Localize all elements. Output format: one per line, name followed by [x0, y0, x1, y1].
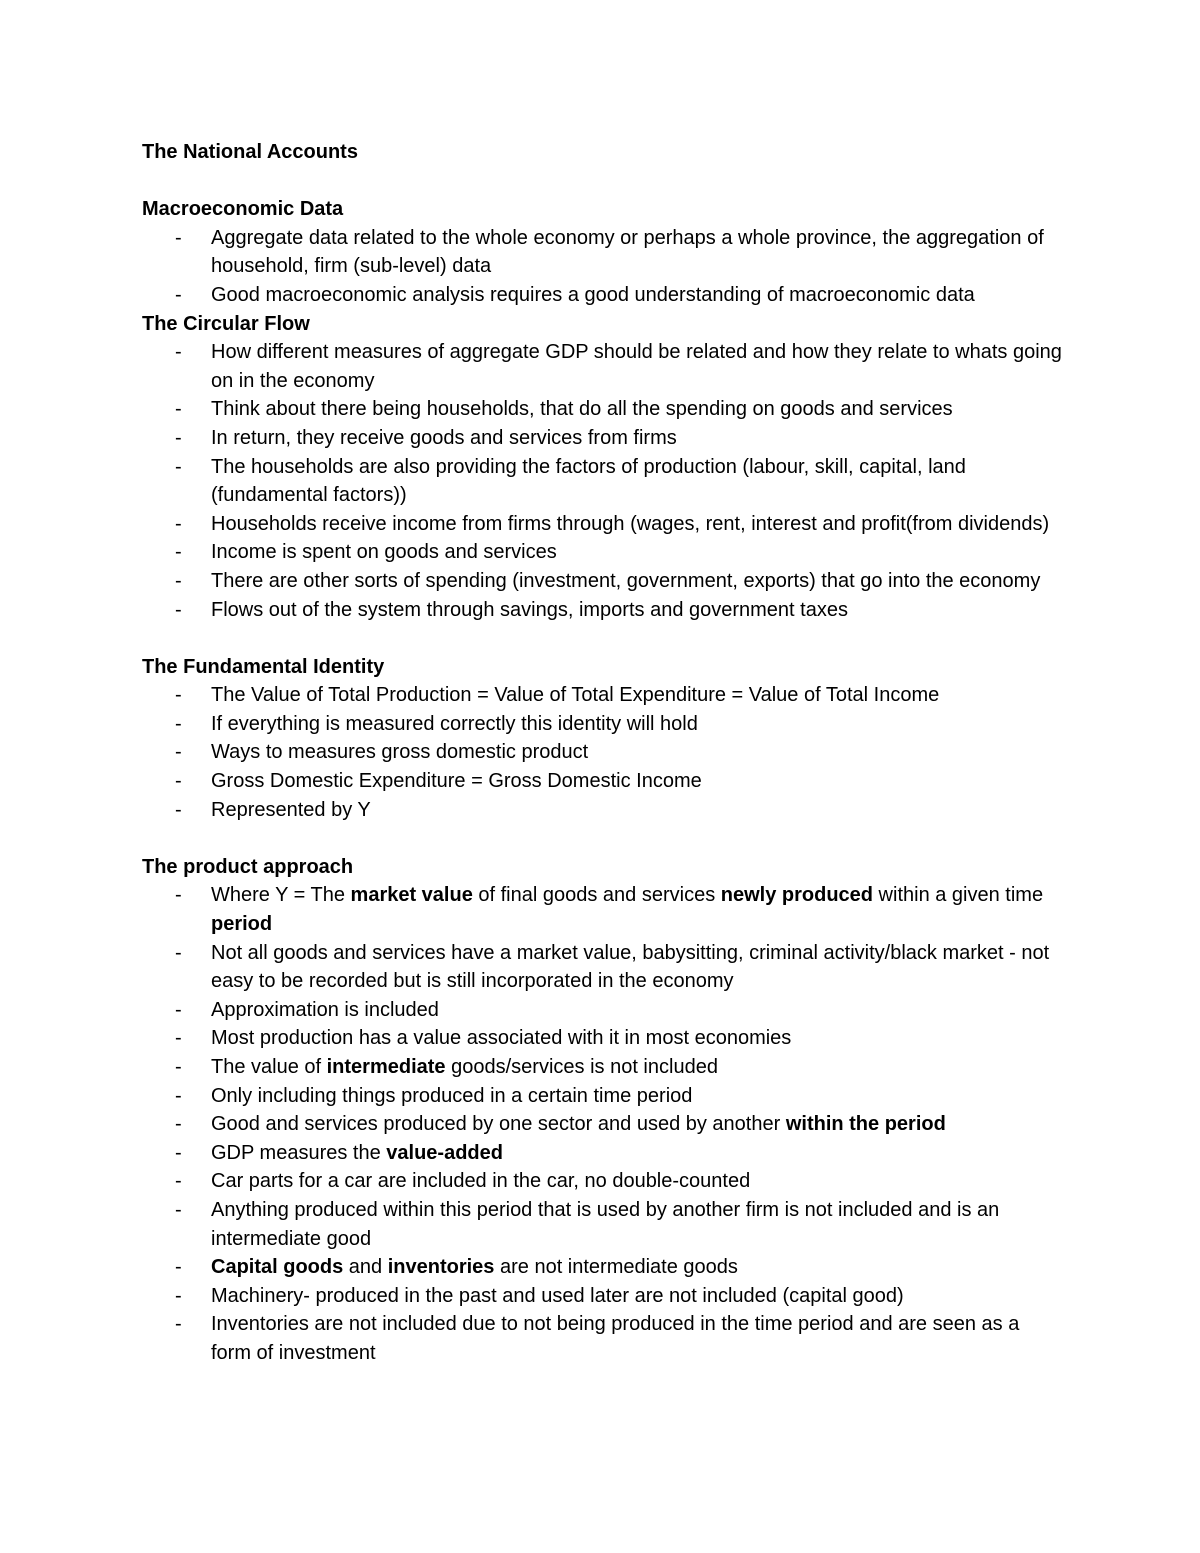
bold-text: period	[211, 913, 273, 936]
list-item	[142, 1310, 1062, 1367]
section-heading: The Circular Flow	[142, 312, 310, 335]
list-item	[142, 996, 1062, 1025]
list-item	[142, 281, 1062, 310]
list-item	[142, 1139, 1062, 1168]
dash-bullet-icon: -	[175, 712, 182, 735]
list-item-text: are not intermediate goods	[494, 1256, 738, 1279]
list-item	[142, 395, 1062, 424]
list-item-text: Not all goods and services have a market value, babysitting, criminal activity/black market - not easy to be recorded but is still incorporated in the economy	[211, 941, 1050, 993]
dash-bullet-icon: -	[175, 512, 182, 535]
list-item	[142, 510, 1062, 539]
list-item-text: Good and services produced by one sector and used by another	[211, 1113, 786, 1136]
list-item-text: Most production has a value associated with it in most economies	[211, 1027, 792, 1050]
dash-bullet-icon: -	[175, 398, 182, 421]
dash-bullet-icon: -	[175, 1056, 182, 1078]
list-item	[142, 881, 1062, 938]
list-item-text: If everything is measured correctly this identity will hold	[211, 712, 698, 735]
dash-bullet-icon: -	[175, 569, 182, 592]
dash-bullet-icon: -	[175, 426, 182, 449]
list-item-text: goods/services is not included	[445, 1056, 718, 1078]
list-item-text: of final goods and services	[472, 884, 721, 907]
section-heading: Macroeconomic Data	[142, 198, 344, 221]
list-item	[142, 567, 1062, 596]
list-item	[142, 1253, 1062, 1282]
bullet-list	[142, 338, 1062, 624]
bold-text: Capital goods	[211, 1256, 344, 1279]
dash-bullet-icon: -	[175, 1084, 182, 1107]
list-item-text: Only including things produced in a certain time period	[211, 1084, 693, 1107]
list-item	[142, 424, 1062, 453]
list-item	[142, 453, 1062, 510]
list-item	[142, 939, 1062, 996]
list-item-text: and	[343, 1256, 388, 1279]
dash-bullet-icon: -	[175, 684, 182, 707]
dash-bullet-icon: -	[175, 941, 182, 964]
section-heading: The Fundamental Identity	[142, 655, 385, 678]
list-item	[142, 1024, 1062, 1053]
list-item	[142, 338, 1062, 395]
list-item	[142, 1082, 1062, 1111]
dash-bullet-icon: -	[175, 770, 182, 793]
dash-bullet-icon: -	[175, 598, 182, 621]
list-item-text: The households are also providing the factors of production (labour, skill, capital, land (fundamental factors))	[211, 455, 966, 507]
list-item-text: Represented by Y	[211, 798, 371, 821]
list-item	[142, 224, 1062, 281]
list-item	[142, 538, 1062, 567]
list-item-text: Anything produced within this period that is used by another firm is not included and is an intermediate good	[211, 1198, 1000, 1250]
dash-bullet-icon: -	[175, 455, 182, 478]
section-heading: The product approach	[142, 855, 354, 878]
bullet-list	[142, 881, 1062, 1367]
list-item-text: Gross Domestic Expenditure = Gross Domestic Income	[211, 770, 702, 793]
bold-text: inventories	[387, 1256, 495, 1279]
bold-text: market value	[350, 884, 473, 907]
dash-bullet-icon: -	[175, 541, 182, 564]
dash-bullet-icon: -	[175, 1198, 182, 1221]
list-item-text: How different measures of aggregate GDP should be related and how they relate to whats going on in the economy	[211, 341, 1062, 392]
list-item	[142, 710, 1062, 739]
bold-text: value-added	[386, 1141, 503, 1164]
dash-bullet-icon: -	[175, 1256, 182, 1279]
dash-bullet-icon: -	[175, 341, 182, 364]
list-item-text: In return, they receive goods and services from firms	[211, 426, 677, 449]
dash-bullet-icon: -	[175, 1313, 182, 1336]
dash-bullet-icon: -	[175, 1113, 182, 1136]
list-item-text: Machinery- produced in the past and used later are not included (capital good)	[211, 1284, 904, 1307]
dash-bullet-icon: -	[175, 1170, 182, 1193]
list-item-text: Income is spent on goods and services	[211, 541, 557, 564]
bullet-list	[142, 224, 1062, 310]
list-item	[142, 767, 1062, 796]
list-item-text: Where Y = The	[211, 884, 351, 907]
list-item	[142, 796, 1062, 825]
list-item-text: The Value of Total Production = Value of Total Expenditure = Value of Total Income	[211, 684, 940, 707]
document-page	[142, 138, 1062, 1368]
dash-bullet-icon: -	[175, 283, 182, 306]
dash-bullet-icon: -	[175, 798, 182, 821]
bold-text: intermediate	[326, 1056, 446, 1078]
list-item	[142, 1167, 1062, 1196]
list-item-text: There are other sorts of spending (investment, government, exports) that go into the economy	[211, 569, 1041, 592]
blank-line	[142, 624, 1062, 653]
dash-bullet-icon: -	[175, 226, 182, 249]
list-item	[142, 1196, 1062, 1253]
dash-bullet-icon: -	[175, 998, 182, 1021]
list-item	[142, 681, 1062, 710]
dash-bullet-icon: -	[175, 741, 182, 764]
list-item-text: Good macroeconomic analysis requires a good understanding of macroeconomic data	[211, 283, 975, 306]
list-item-text: Inventories are not included due to not being produced in the time period and are seen as a form of investment	[211, 1313, 1020, 1364]
bold-text: newly produced	[720, 884, 873, 907]
list-item-text: The value of	[211, 1056, 327, 1078]
list-item-text: GDP measures the	[211, 1141, 387, 1164]
list-item	[142, 1110, 1062, 1139]
document-title: The National Accounts	[142, 141, 358, 163]
dash-bullet-icon: -	[175, 1141, 182, 1164]
bold-text: within the period	[785, 1113, 946, 1136]
list-item-text: Households receive income from firms through (wages, rent, interest and profit(from dividends)	[211, 512, 1050, 535]
list-item-text: within a given time	[873, 884, 1044, 907]
list-item	[142, 1053, 1062, 1082]
list-item	[142, 738, 1062, 767]
list-item	[142, 1282, 1062, 1311]
blank-line	[142, 167, 1062, 196]
list-item-text: Aggregate data related to the whole economy or perhaps a whole province, the aggregation of household, firm (sub-level) data	[211, 226, 1044, 278]
list-item-text: Ways to measures gross domestic product	[211, 741, 589, 764]
document-body	[142, 167, 1062, 1368]
dash-bullet-icon: -	[175, 884, 182, 907]
list-item-text: Think about there being households, that do all the spending on goods and services	[211, 398, 953, 421]
list-item	[142, 596, 1062, 625]
list-item-text: Flows out of the system through savings, imports and government taxes	[211, 598, 848, 621]
bullet-list	[142, 681, 1062, 824]
list-item-text: Car parts for a car are included in the car, no double-counted	[211, 1170, 751, 1193]
blank-line	[142, 824, 1062, 853]
dash-bullet-icon: -	[175, 1284, 182, 1307]
dash-bullet-icon: -	[175, 1027, 182, 1050]
list-item-text: Approximation is included	[211, 998, 439, 1021]
